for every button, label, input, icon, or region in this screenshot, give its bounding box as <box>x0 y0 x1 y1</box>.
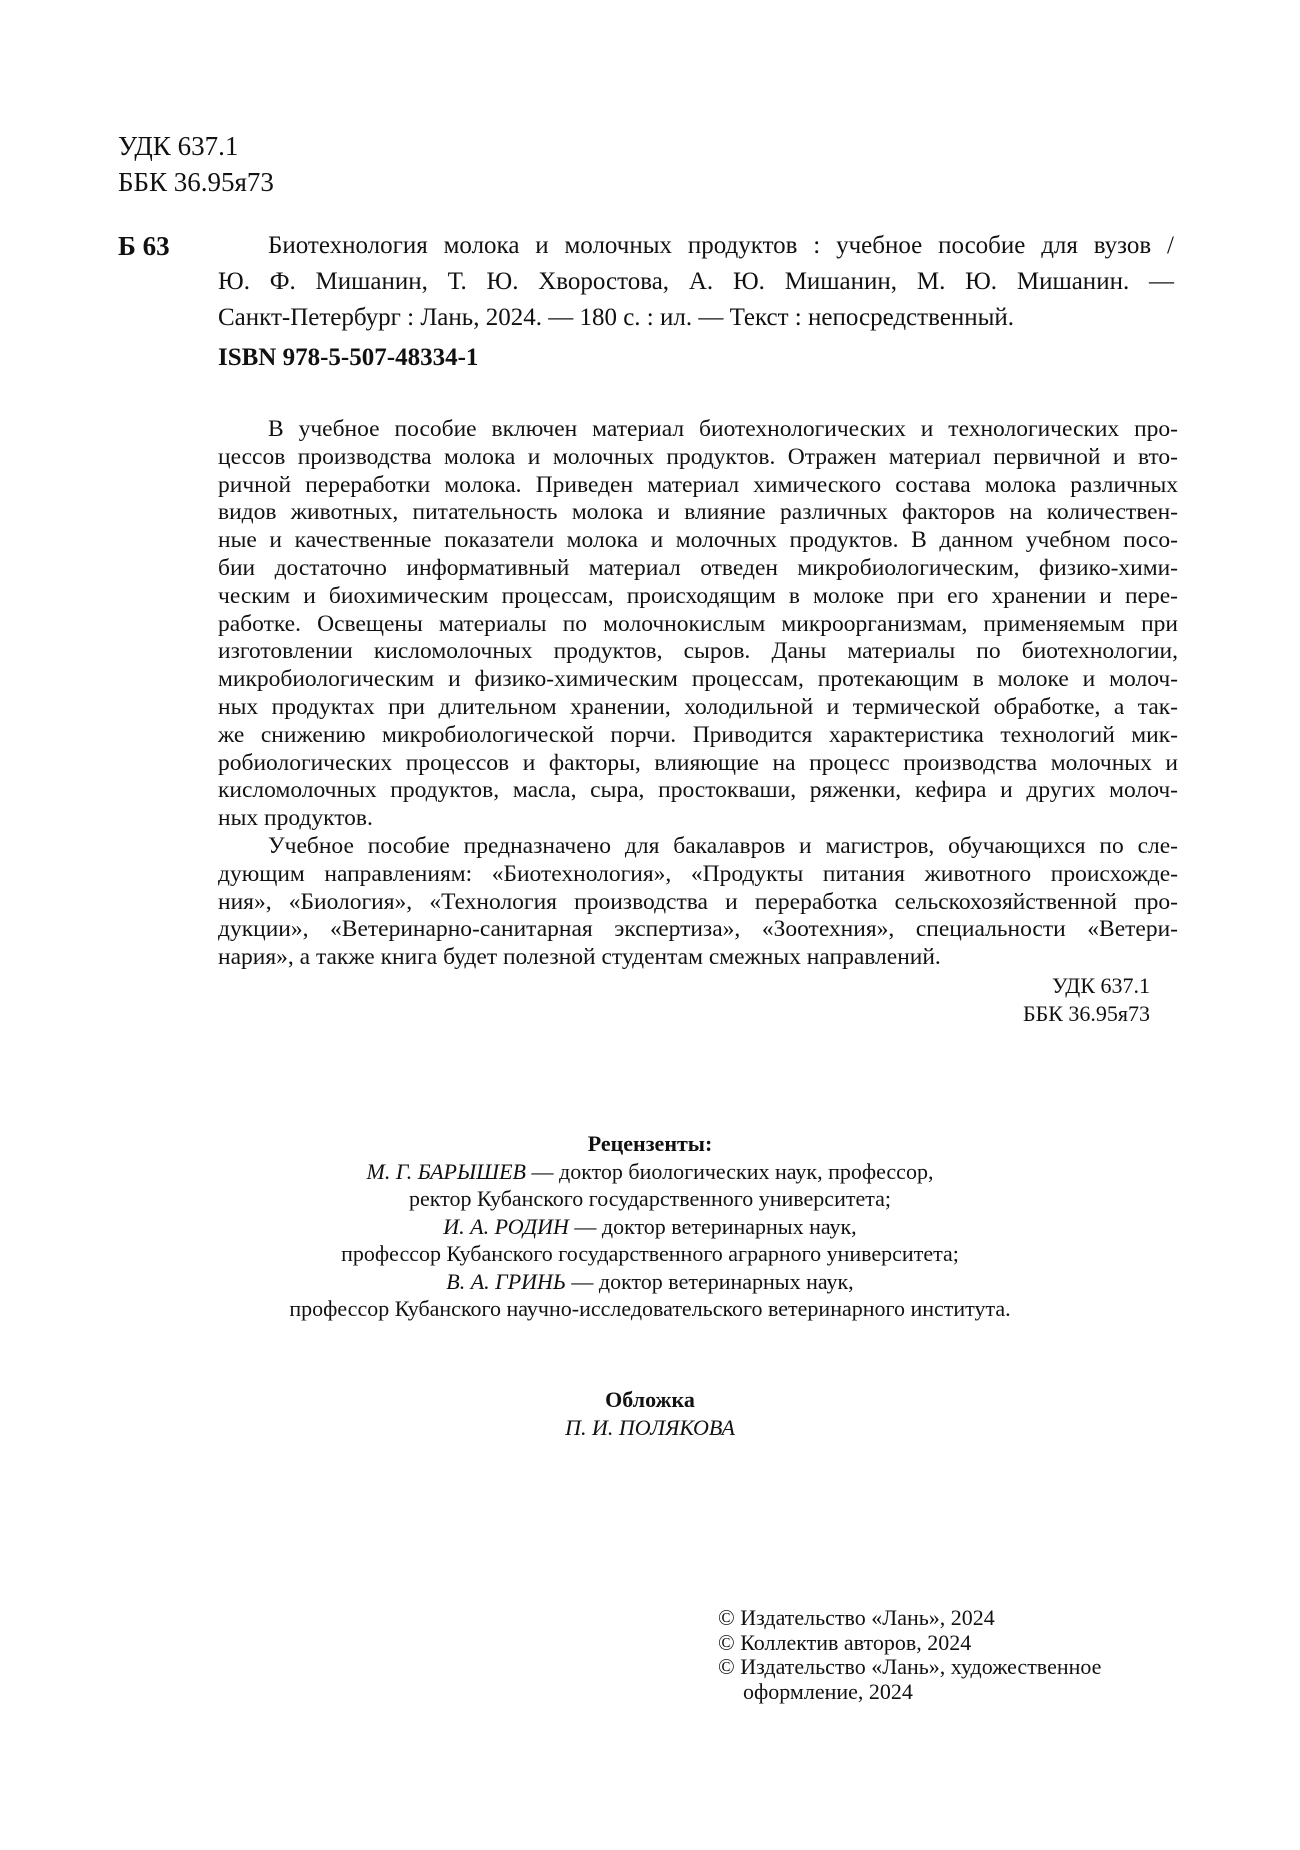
classification-codes-bottom <box>1023 972 1150 1028</box>
abstract-line: микробиологическим и физико-химическим процессам, протекающим в молоке и молоч- <box>218 666 1178 693</box>
cover-credit <box>0 1386 1300 1442</box>
copyright-line: оформление, 2024 <box>743 1678 913 1704</box>
classification-codes <box>118 128 274 200</box>
reviewer-title: — доктор ветеринарных наук, <box>565 1268 854 1294</box>
abstract-line: цессов производства молока и молочных продуктов. Отражен материал первичной и вто- <box>218 443 1178 470</box>
author-mark: Б 63 <box>118 231 170 261</box>
copyright-line: © Коллектив авторов, 2024 <box>718 1629 972 1655</box>
copyright-block <box>718 1606 1101 1704</box>
abstract-line: робиологических процессов и факторы, влияющие на процесс производства молочных и <box>218 749 1178 776</box>
bbk-code: ББК 36.95я73 <box>1022 1001 1150 1026</box>
bibliographic-record <box>218 228 1174 336</box>
udk-code: УДК 637.1 <box>1051 973 1150 998</box>
reviewer-name: М. Г. БАРЫШЕВ <box>366 1158 526 1184</box>
abstract-line: дующим направлениям: «Биотехнология», «Продукты питания животного происхожде- <box>218 860 1178 887</box>
biblio-line: Ю. Ф. Мишанин, Т. Ю. Хворостова, А. Ю. Мишанин, М. Ю. Мишанин. — <box>218 268 1174 295</box>
isbn: ISBN 978-5-507-48334-1 <box>218 344 479 371</box>
biblio-line: Биотехнология молока и молочных продуктов : учебное пособие для вузов / <box>268 232 1174 259</box>
reviewers-block <box>0 1130 1300 1323</box>
abstract-line: кисломолочных продуктов, масла, сыра, простокваши, ряженки, кефира и других молоч- <box>218 777 1178 804</box>
reviewer-affiliation: профессор Кубанского научно-исследовательского ветеринарного института. <box>289 1296 1011 1321</box>
reviewer-name: И. А. РОДИН <box>443 1213 569 1239</box>
abstract-line: В учебное пособие включен материал биотехнологических и технологических про- <box>268 416 1178 442</box>
abstract-line: ричной переработки молока. Приведен материал химического состава молока различных <box>218 471 1178 498</box>
abstract-line: бии достаточно информативный материал отведен микробиологическим, физико-хими- <box>218 554 1178 581</box>
reviewer-line <box>0 1158 1300 1186</box>
reviewer-line <box>0 1268 1300 1296</box>
abstract-line: работке. Освещены материалы по молочнокислым микроорганизмам, применяемым при <box>218 610 1178 637</box>
reviewer-title: — доктор биологических наук, профессор, <box>526 1158 934 1184</box>
udk-code: УДК 637.1 <box>118 131 239 161</box>
cover-designer: П. И. ПОЛЯКОВА <box>565 1415 735 1440</box>
bbk-code: ББК 36.95я73 <box>118 167 274 197</box>
abstract-line: изготовлении кисломолочных продуктов, сыров. Даны материалы по биотехнологии, <box>218 638 1178 665</box>
abstract-line: ных продуктов. <box>218 805 373 832</box>
abstract-line: дукции», «Ветеринарно-санитарная экспертиза», «Зоотехния», специальности «Ветери- <box>218 916 1178 943</box>
copyright-line: © Издательство «Лань», 2024 <box>718 1605 995 1630</box>
abstract-line: ния», «Биология», «Технология производства и переработка сельскохозяйственной про- <box>218 888 1178 915</box>
abstract-line: же снижению микробиологической порчи. Приводится характеристика технологий мик- <box>218 721 1178 748</box>
abstract-line: ных продуктах при длительном хранении, холодильной и термической обработке, а так- <box>218 693 1178 720</box>
abstract <box>218 416 1178 972</box>
reviewer-affiliation: ректор Кубанского государственного университета; <box>408 1186 891 1211</box>
reviewer-affiliation: профессор Кубанского государственного аграрного университета; <box>341 1241 959 1266</box>
abstract-line: нария», а также книга будет полезной студентам смежных направлений. <box>218 944 941 971</box>
abstract-line: ческим и биохимическим процессам, происходящим в молоке при его хранении и пере- <box>218 582 1178 609</box>
abstract-line: Учебное пособие предназначено для бакалавров и магистров, обучающихся по сле- <box>268 832 1178 859</box>
reviewer-line <box>0 1213 1300 1241</box>
reviewer-name: В. А. ГРИНЬ <box>446 1268 566 1294</box>
copyright-line: © Издательство «Лань», художественное <box>718 1654 1102 1679</box>
abstract-line: видов животных, питательность молока и влияние различных факторов на количествен- <box>218 499 1178 526</box>
reviewer-title: — доктор ветеринарных наук, <box>568 1213 857 1239</box>
biblio-line: Санкт-Петербург : Лань, 2024. — 180 с. : ил. — Текст : непосредственный. <box>218 304 1015 331</box>
abstract-line: ные и качественные показатели молока и молочных продуктов. В данном учебном посо- <box>218 527 1178 554</box>
reviewers-heading: Рецензенты: <box>587 1131 713 1156</box>
cover-heading: Обложка <box>605 1387 695 1412</box>
